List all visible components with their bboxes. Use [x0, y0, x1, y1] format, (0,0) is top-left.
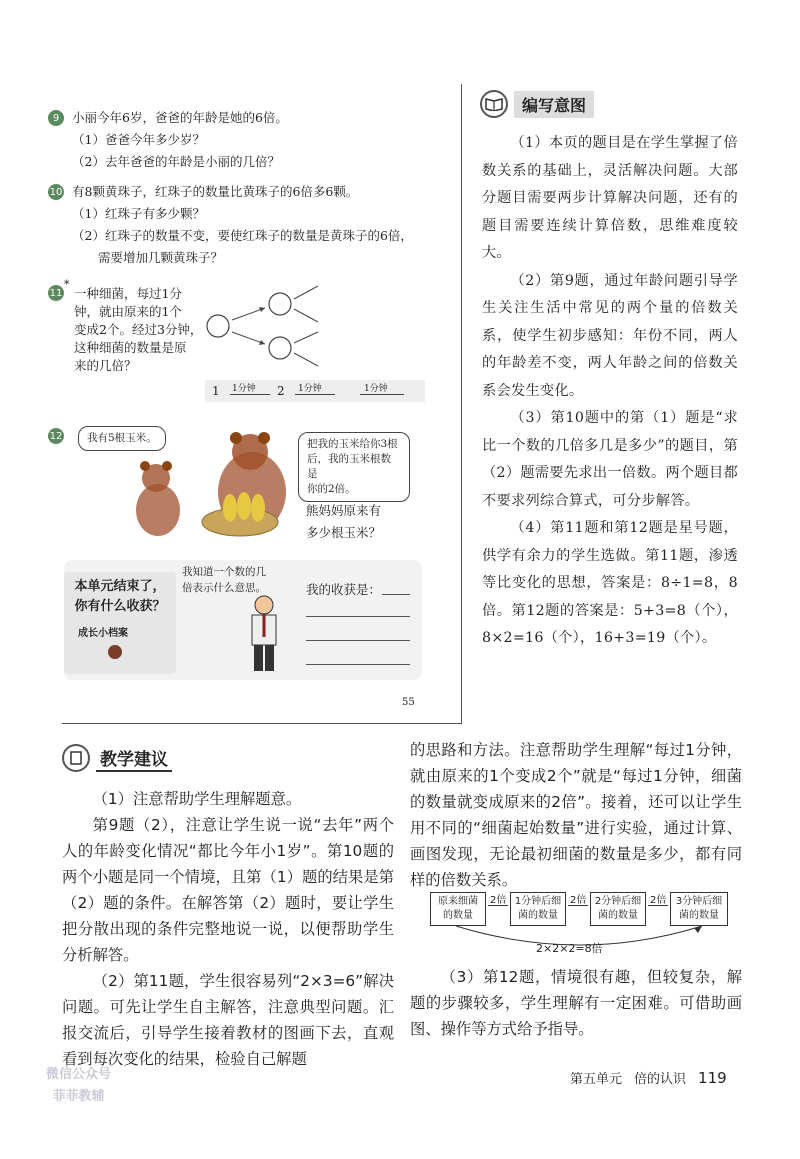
question-11-line3: 变成2个。经过3分钟，: [74, 322, 203, 337]
intent-body: [482, 130, 738, 653]
mom-speech-bubble: [298, 432, 410, 502]
sequence-arrow-label-2: 1分钟: [298, 384, 322, 394]
question-11-number: 11: [48, 285, 64, 301]
sequence-value-1: 1: [212, 384, 220, 398]
question-12-line2: 多少根玉米？: [306, 525, 382, 540]
suggestion-paragraph-2: 第9题（2），注意让学生说一说“去年”两个人的年龄变化情况“都比今年小1岁”。第10题的两个小题是同一个情境，且第（1）题的结果是第（2）题的条件。在解答第（2）题时，要让学生把分散出现的条件完整地说一说，以便帮助学生分析解答。: [62, 816, 394, 964]
question-11-line4: 这种细菌的数量是原: [74, 340, 187, 355]
question-9-text: 小丽今年6岁，爸爸的年龄是她的6倍。: [72, 110, 288, 125]
page-footer: [570, 1068, 727, 1087]
cub-speech-bubble: 我有5根玉米。: [78, 426, 166, 451]
intent-title: 编写意图: [514, 91, 594, 118]
mom-speech-line2: 后，我的玉米根数是: [307, 453, 391, 480]
flow-box-2min-line1: 2分钟后细: [594, 896, 642, 907]
flow-box-3min-line2: 菌的数量: [679, 910, 719, 921]
watermark: [46, 1064, 111, 1108]
flow-box-1min-line2: 菌的数量: [518, 910, 558, 921]
flow-box-original-line2: 的数量: [443, 910, 473, 921]
sequence-arrow-1: [230, 394, 270, 395]
book-icon: [480, 90, 508, 118]
intent-header: [480, 90, 594, 118]
question-9-sub1: （1）爸爸今年多少岁？: [72, 132, 205, 147]
flow-box-1min-line1: 1分钟后细: [514, 896, 562, 907]
growth-card-archive: 成长小档案: [78, 628, 128, 639]
suggestion-title: 教学建议: [96, 745, 172, 772]
question-12-line1: 熊妈妈原来有: [306, 503, 382, 518]
sequence-arrow-2: [295, 394, 335, 395]
question-11-line2: 钟，就由原来的1个: [74, 304, 182, 319]
boy-speech-line1: 我知道一个数的几: [182, 566, 266, 578]
flow-arrow-3: [648, 905, 668, 906]
suggestion-right-column: [410, 737, 742, 893]
flow-box-original-line1: 原来细菌: [438, 896, 478, 907]
bears-illustration: [130, 430, 290, 540]
mom-speech-line1: 把我的玉米给你3根: [307, 438, 398, 450]
flow-box-2min: [590, 892, 646, 926]
flow-formula: 2×2×2=8倍: [536, 942, 603, 955]
sequence-value-2: 2: [277, 384, 285, 398]
bookmark-icon: [62, 744, 90, 772]
question-11-line5: 来的几倍？: [74, 358, 137, 373]
flow-box-2min-line2: 菌的数量: [598, 910, 638, 921]
intent-paragraph-1: （1）本页的题目是在学生掌握了倍数关系的基础上，灵活解决问题。大部分题目需要两步计算解决问题，还有的题目需要连续计算倍数，思维难度较大。: [482, 135, 738, 261]
sequence-arrow-label-1: 1分钟: [232, 384, 256, 394]
suggestion-left-column: [62, 786, 394, 1072]
growth-card-line2: 你有什么收获？: [74, 599, 166, 614]
question-12-number: 12: [48, 428, 64, 444]
footer-unit: 第五单元: [570, 1072, 623, 1087]
flow-arrow-label-1: 2倍: [490, 895, 507, 906]
harvest-line-2: [306, 616, 410, 617]
flow-box-1min: [510, 892, 566, 926]
question-10-sub1: （1）红珠子有多少颗？: [72, 206, 205, 221]
question-9-sub2: （2）去年爸爸的年龄是小丽的几倍？: [72, 154, 280, 169]
flow-arrow-1: [488, 905, 508, 906]
question-10-number: 10: [48, 184, 64, 200]
footer-page-number: 119: [698, 1068, 727, 1087]
growth-card-line1: 本单元结束了，: [74, 579, 166, 594]
question-10-text: 有8颗黄珠子，红珠子的数量比黄珠子的6倍多6颗。: [72, 184, 359, 199]
harvest-label: 我的收获是：: [306, 582, 382, 597]
question-11-star: *: [64, 278, 70, 291]
intent-paragraph-2: （2）第9题，通过年龄问题引导学生关注生活中常见的两个量的倍数关系，使学生初步感知：年份不同，两人的年龄差不变，两人年龄之间的倍数关系会发生变化。: [482, 272, 738, 399]
boy-illustration: [236, 595, 296, 675]
suggestion-paragraph-3: （2）第11题，学生很容易列“2×3=6”解决问题。可先让学生自主解答，注意典型问题。汇报交流后，引导学生接着教材的图画下去，直观看到每次变化的结果，检验自己解题: [62, 972, 394, 1068]
flow-arrow-label-3: 2倍: [650, 895, 667, 906]
sequence-arrow-label-3: 1分钟: [364, 384, 388, 394]
question-10-sub2b: 需要增加几颗黄珠子？: [98, 250, 224, 265]
harvest-line-3: [306, 640, 410, 641]
textbook-page-number: 55: [402, 697, 415, 708]
question-10-sub2a: （2）红珠子的数量不变，要使红珠子的数量是黄珠子的6倍，: [72, 228, 413, 243]
flow-box-3min: [670, 892, 728, 926]
harvest-line-4: [306, 664, 410, 665]
suggestion-paragraph-5: （3）第12题，情境很有趣，但较复杂，解题的步骤较多，学生理解有一定困难。可借助画图、操作等方式给予指导。: [410, 968, 742, 1038]
footer-topic: 倍的认识: [634, 1072, 687, 1087]
flow-box-original: [430, 892, 486, 926]
flow-box-3min-line1: 3分钟后细: [675, 896, 723, 907]
watermark-line2: 菲菲教辅: [52, 1089, 105, 1104]
flow-arrow-2: [568, 905, 588, 906]
suggestion-paragraph-4: 的思路和方法。注意帮助学生理解“每过1分钟，就由原来的1个变成2个”就是“每过1分钟，细菌的数量就变成原来的2倍”。接着，还可以让学生用不同的“细菌起始数量”进行实验，通过计算、画图发现，无论最初细菌的数量是多少，都有同样的倍数关系。: [410, 741, 742, 889]
boy-speech: [182, 564, 266, 596]
boy-speech-line2: 倍表示什么意思。: [182, 582, 266, 594]
suggestion-paragraph-1: （1）注意帮助学生理解题意。: [92, 790, 302, 808]
sequence-arrow-3: [360, 394, 404, 395]
bacteria-flow-diagram: [410, 888, 740, 960]
question-11-line1: 一种细菌，每过1分: [74, 286, 182, 301]
question-9-number: 9: [48, 110, 64, 126]
intent-paragraph-3: （3）第10题中的第（1）题是“求比一个数的几倍多几是多少”的题目，第（2）题需要先求出一倍数。两个题目都不要求列综合算式，可分步解答。: [482, 410, 738, 509]
watermark-line1: 微信公众号: [46, 1067, 112, 1082]
mom-speech-line3: 你的2倍。: [307, 483, 356, 495]
flow-arrow-label-2: 2倍: [570, 895, 587, 906]
suggestion-right-column-2: [410, 964, 742, 1042]
suggestion-header: [62, 744, 172, 772]
bacteria-tree-diagram: [200, 282, 340, 382]
flower-icon: [108, 645, 122, 659]
harvest-line-1: [382, 594, 410, 595]
intent-paragraph-4: （4）第11题和第12题是星号题，供学有余力的学生选做。第11题，渗透等比变化的思想，答案是：8÷1=8，8倍。第12题的答案是：5+3=8（个），8×2=16（个），16+3=19（个）。: [482, 520, 738, 646]
growth-card-text: [68, 577, 172, 617]
